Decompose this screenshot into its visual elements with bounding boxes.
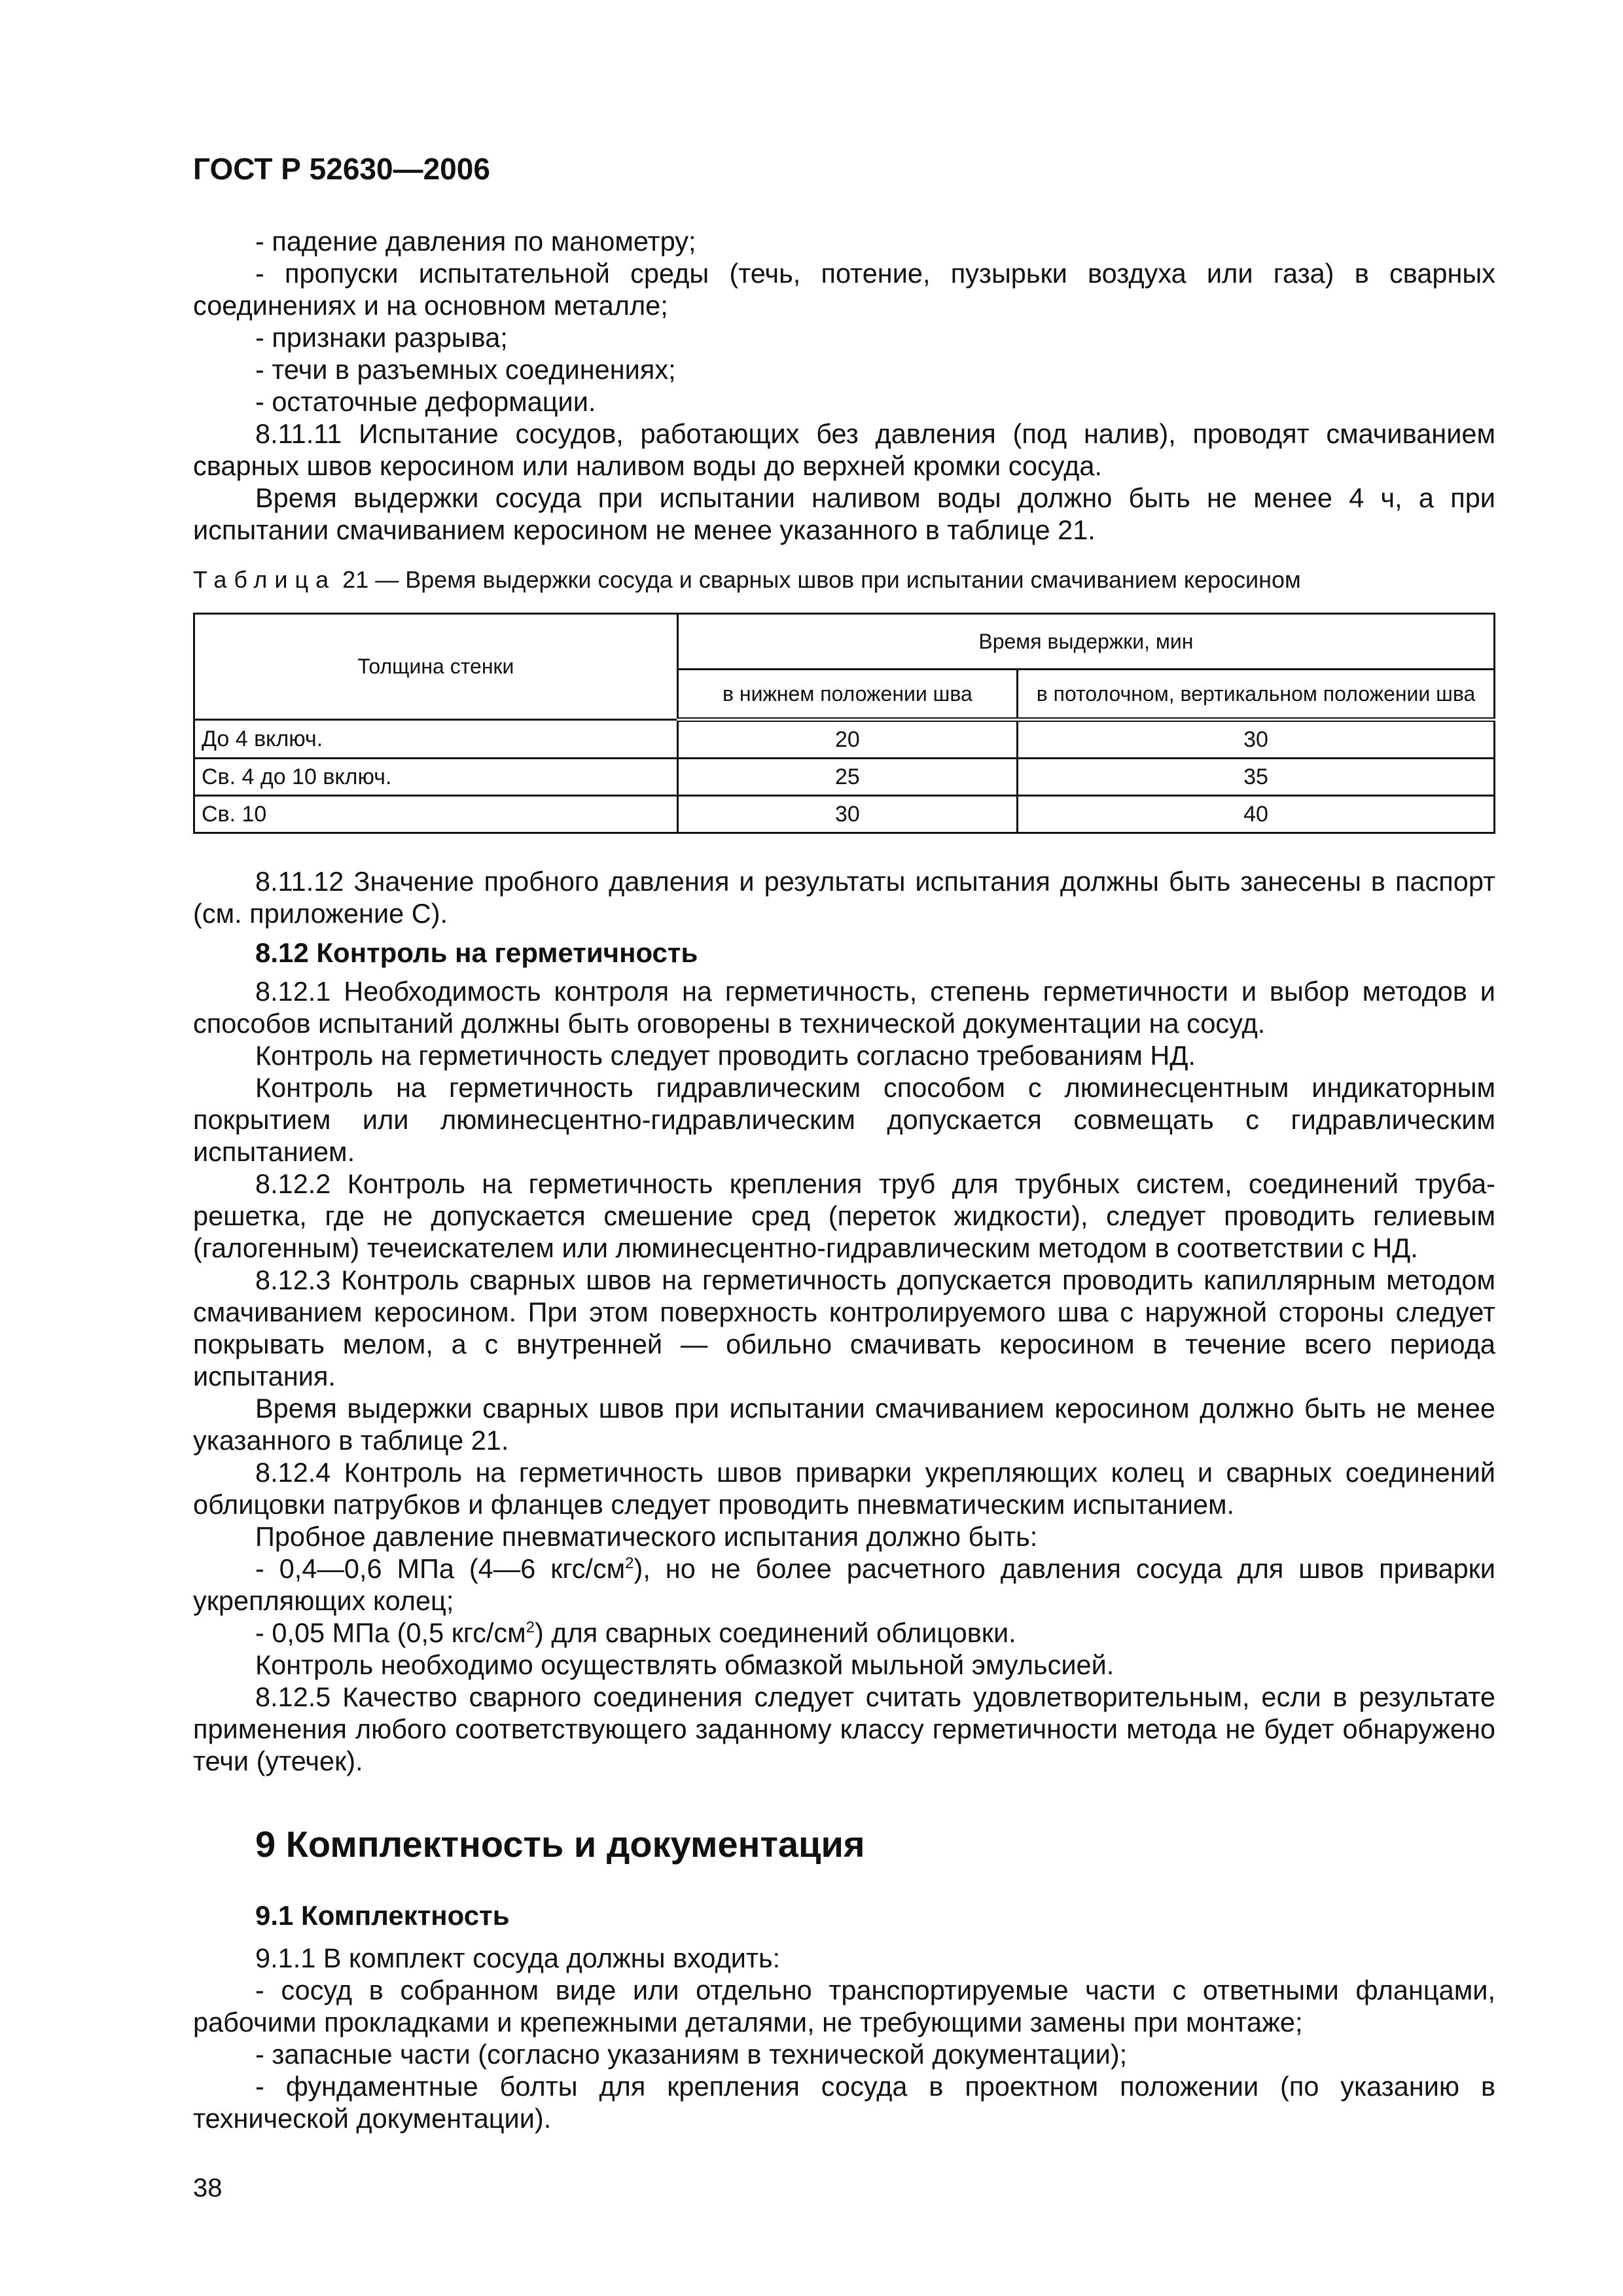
cell-ceiling: 35 — [1018, 759, 1495, 796]
paragraph-8-12-4: 8.12.4 Контроль на герметичность швов приварки укрепляющих колец и сварных соединений облицовки патрубков и фланцев следует проводить пневматическим испытанием. — [193, 1457, 1495, 1520]
paragraph: Контроль на герметичность следует проводить согласно требованиям НД. — [255, 1040, 1196, 1071]
paragraph-8-12-2: 8.12.2 Контроль на герметичность крепления труб для трубных систем, соединений труба-решетка, где не допускается смешение сред (переток жидкости), следует проводить гелиевым (галогенным) течеискателем или люминесцентно-гидравлическим методом в соответствии с НД. — [193, 1168, 1495, 1263]
superscript: 2 — [625, 1554, 634, 1573]
header-ceiling-position: в потолочном, вертикальном положении шва — [1018, 670, 1495, 720]
header-thickness: Толщина стенки — [194, 614, 678, 720]
table-caption — [193, 565, 1495, 594]
list-item-pressure-lining — [193, 1617, 1495, 1649]
list-item: - признаки разрыва; — [255, 322, 508, 353]
cell-ceiling: 30 — [1018, 720, 1495, 759]
table-row — [194, 759, 1495, 796]
pressure-text: ) для сварных соединений облицовки. — [535, 1617, 1016, 1648]
superscript: 2 — [526, 1619, 535, 1637]
paragraph-8-11-11: 8.11.11 Испытание сосудов, работающих без давления (под налив), проводят смачиванием сварных швов керосином или наливом воды до верхней кромки сосуда. — [193, 418, 1495, 481]
list-item: - остаточные деформации. — [255, 386, 596, 417]
table-caption-text: 21 — Время выдержки сосуда и сварных швов при испытании смачиванием керосином — [342, 566, 1301, 593]
table-header-row — [194, 614, 1495, 670]
paragraph-8-12-1: 8.12.1 Необходимость контроля на герметичность, степень герметичности и выбор методов и способов испытаний должны быть оговорены в технической документации на сосуд. — [193, 976, 1495, 1039]
document-header: ГОСТ Р 52630—2006 — [193, 152, 490, 186]
paragraph-8-12-3: 8.12.3 Контроль сварных швов на герметичность допускается проводить капиллярным методом смачиванием керосином. При этом поверхность контролируемого шва с наружной стороны следует покрывать мелом, а с внутренней — обильно смачивать керосином в течение всего периода испытания. — [193, 1265, 1495, 1391]
pressure-text: - 0,4—0,6 МПа (4—6 кгс/см — [255, 1553, 626, 1584]
cell-thickness: Св. 4 до 10 включ. — [194, 759, 678, 796]
list-item: - запасные части (согласно указаниям в технической документации); — [255, 2039, 1128, 2070]
list-item: - сосуд в собранном виде или отдельно транспортируемые части с ответными фланцами, рабочими прокладками и крепежными деталями, не требующими замены при монтаже; — [193, 1975, 1495, 2037]
list-item: - падение давления по манометру; — [255, 226, 696, 257]
paragraph-9-1-1: 9.1.1 В комплект сосуда должны входить: — [255, 1943, 781, 1973]
header-lower-position: в нижнем положении шва — [677, 670, 1017, 720]
cell-ceiling: 40 — [1018, 796, 1495, 833]
cell-lower: 30 — [677, 796, 1017, 833]
paragraph-hold-time: Время выдержки сосуда при испытании наливом воды должно быть не менее 4 ч, а при испытании смачиванием керосином не менее указанного в таблице 21. — [193, 482, 1495, 545]
paragraph: Контроль необходимо осуществлять обмазкой мыльной эмульсией. — [255, 1649, 1115, 1680]
table-row — [194, 720, 1495, 759]
paragraph: Пробное давление пневматического испытания должно быть: — [255, 1521, 1038, 1552]
section-heading-9: 9 Комплектность и документация — [255, 1823, 865, 1865]
document-page — [193, 151, 1495, 2203]
table-row — [194, 796, 1495, 833]
list-item: - фундаментные болты для крепления сосуда в проектном положении (по указанию в технической документации). — [193, 2071, 1495, 2134]
cell-thickness: Св. 10 — [194, 796, 678, 833]
list-item: - течи в разъемных соединениях; — [255, 354, 676, 385]
paragraph: Время выдержки сварных швов при испытании смачиванием керосином должно быть не менее указанного в таблице 21. — [193, 1393, 1495, 1456]
page-number: 38 — [193, 2174, 223, 2202]
paragraph-8-11-12: 8.11.12 Значение пробного давления и результаты испытания должны быть занесены в паспорт (см. приложение С). — [193, 866, 1495, 929]
cell-lower: 25 — [677, 759, 1017, 796]
pressure-text: - 0,05 МПа (0,5 кгс/см — [255, 1617, 526, 1648]
section-heading-8-12: 8.12 Контроль на герметичность — [255, 937, 698, 968]
paragraph: Контроль на герметичность гидравлическим способом с люминесцентным индикаторным покрытием или люминесцентно-гидравлическим допускается совмещать с гидравлическим испытанием. — [193, 1072, 1495, 1167]
table-caption-label: Таблица — [193, 566, 336, 593]
cell-thickness: До 4 включ. — [194, 720, 678, 759]
hold-time-table — [193, 613, 1495, 834]
pressure-text: ), но не более расчетного давления сосуда для швов приварки укрепляющих колец; — [193, 1553, 1495, 1616]
paragraph-8-12-5: 8.12.5 Качество сварного соединения следует считать удовлетворительным, если в результате применения любого соответствующего заданному классу герметичности метода не будет обнаружено течи (утечек). — [193, 1681, 1495, 1776]
section-heading-9-1: 9.1 Комплектность — [255, 1900, 510, 1931]
list-item: - пропуски испытательной среды (течь, потение, пузырьки воздуха или газа) в сварных соединениях и на основном металле; — [193, 258, 1495, 321]
cell-lower: 20 — [677, 720, 1017, 759]
header-hold-time: Время выдержки, мин — [677, 614, 1494, 670]
list-item-pressure-rings — [193, 1552, 1495, 1617]
